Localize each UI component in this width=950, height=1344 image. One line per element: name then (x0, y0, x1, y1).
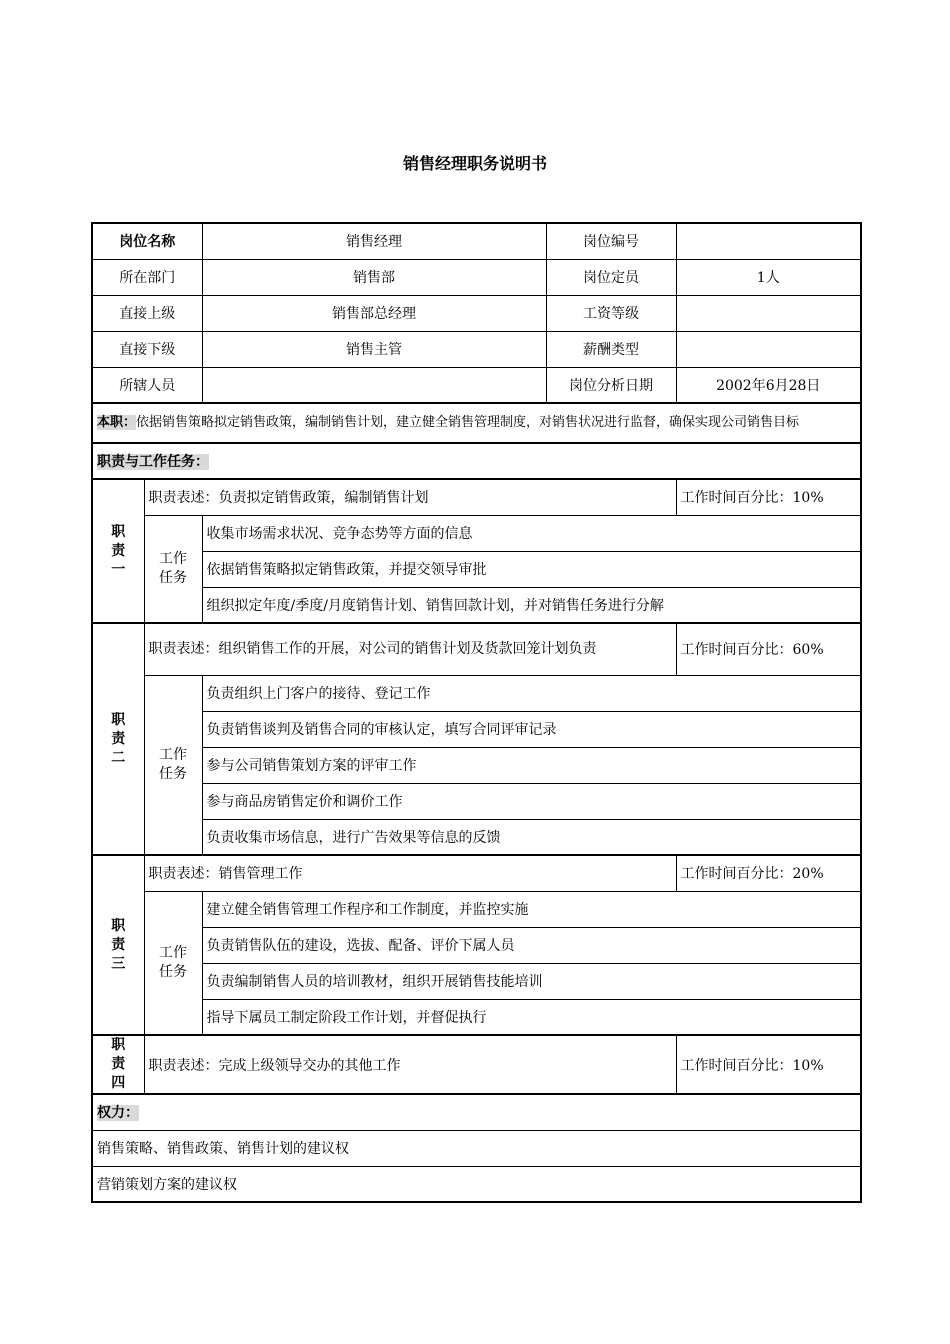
duty-1-task-2: 依据销售策略拟定销售政策，并提交领导审批 (202, 551, 861, 587)
duty-row (92, 1035, 861, 1094)
analysis-date-value: 2002年6月28日 (676, 367, 861, 403)
duty-2-task-4: 参与商品房销售定价和调价工作 (202, 783, 861, 819)
task-row (92, 927, 861, 963)
task-row (92, 891, 861, 927)
superior-label: 直接上级 (92, 295, 202, 331)
headcount-value: 1人 (676, 259, 861, 295)
info-row (92, 331, 861, 367)
summary-cell (92, 403, 861, 443)
duty-4-label: 职 责 四 (92, 1035, 144, 1094)
duty-3-pct: 工作时间百分比：20% (676, 855, 861, 891)
duty-3-desc: 职责表述：销售管理工作 (144, 855, 676, 891)
info-row (92, 223, 861, 259)
staff-value (202, 367, 546, 403)
duty-row (92, 623, 861, 675)
info-row (92, 295, 861, 331)
duty-1-task-3: 组织拟定年度/季度/月度销售计划、销售回款计划，并对销售任务进行分解 (202, 587, 861, 623)
dept-label: 所在部门 (92, 259, 202, 295)
duty-2-task-label: 工作 任务 (144, 675, 202, 855)
duties-heading-cell (92, 443, 861, 479)
grade-value (676, 295, 861, 331)
task-row (92, 819, 861, 855)
authority-row (92, 1130, 861, 1166)
summary-row (92, 403, 861, 443)
headcount-label: 岗位定员 (546, 259, 676, 295)
task-row (92, 515, 861, 551)
authority-item-1: 销售策略、销售政策、销售计划的建议权 (92, 1130, 861, 1166)
duty-1-task-label: 工作 任务 (144, 515, 202, 623)
pay-type-value (676, 331, 861, 367)
duty-4-desc: 职责表述：完成上级领导交办的其他工作 (144, 1035, 676, 1094)
duty-3-task-4: 指导下属员工制定阶段工作计划，并督促执行 (202, 999, 861, 1035)
duty-2-pct: 工作时间百分比：60% (676, 623, 861, 675)
duty-1-desc: 职责表述：负责拟定销售政策，编制销售计划 (144, 479, 676, 515)
duty-row (92, 479, 861, 515)
duty-2-label: 职 责 二 (92, 623, 144, 855)
duty-1-pct: 工作时间百分比：10% (676, 479, 861, 515)
duty-2-task-3: 参与公司销售策划方案的评审工作 (202, 747, 861, 783)
pay-type-label: 薪酬类型 (546, 331, 676, 367)
duty-2-desc: 职责表述：组织销售工作的开展，对公司的销售计划及货款回笼计划负责 (144, 623, 676, 675)
summary-text: 依据销售策略拟定销售政策，编制销售计划，建立健全销售管理制度，对销售状况进行监督，确保实现公司销售目标 (136, 415, 800, 430)
job-no-value (676, 223, 861, 259)
analysis-date-label: 岗位分析日期 (546, 367, 676, 403)
job-name-value: 销售经理 (202, 223, 546, 259)
superior-value: 销售部总经理 (202, 295, 546, 331)
duty-row (92, 855, 861, 891)
info-row (92, 367, 861, 403)
authority-heading: 权力： (97, 1105, 139, 1122)
duty-1-task-1: 收集市场需求状况、竞争态势等方面的信息 (202, 515, 861, 551)
task-row (92, 747, 861, 783)
info-row (92, 259, 861, 295)
authority-heading-row (92, 1094, 861, 1130)
task-row (92, 675, 861, 711)
dept-value: 销售部 (202, 259, 546, 295)
staff-label: 所辖人员 (92, 367, 202, 403)
document-title: 销售经理职务说明书 (402, 154, 547, 173)
job-no-label: 岗位编号 (546, 223, 676, 259)
task-row (92, 963, 861, 999)
task-row (92, 783, 861, 819)
subordinate-value: 销售主管 (202, 331, 546, 367)
summary-label: 本职： (97, 415, 137, 430)
duty-3-task-1: 建立健全销售管理工作程序和工作制度，并监控实施 (202, 891, 861, 927)
authority-row (92, 1166, 861, 1202)
task-row (92, 711, 861, 747)
duty-3-task-label: 工作 任务 (144, 891, 202, 1035)
task-row (92, 999, 861, 1035)
duty-3-label: 职 责 三 (92, 855, 144, 1035)
duty-3-task-2: 负责销售队伍的建设，选拔、配备、评价下属人员 (202, 927, 861, 963)
job-name-label: 岗位名称 (92, 223, 202, 259)
duty-2-task-5: 负责收集市场信息，进行广告效果等信息的反馈 (202, 819, 861, 855)
task-row (92, 551, 861, 587)
duty-4-pct: 工作时间百分比：10% (676, 1035, 861, 1094)
duty-2-task-2: 负责销售谈判及销售合同的审核认定，填写合同评审记录 (202, 711, 861, 747)
duties-heading-row (92, 443, 861, 479)
duty-1-label: 职 责 一 (92, 479, 144, 623)
duty-3-task-3: 负责编制销售人员的培训教材，组织开展销售技能培训 (202, 963, 861, 999)
subordinate-label: 直接下级 (92, 331, 202, 367)
duty-2-task-1: 负责组织上门客户的接待、登记工作 (202, 675, 861, 711)
job-description-table (91, 222, 862, 1203)
task-row (92, 587, 861, 623)
authority-heading-cell (92, 1094, 861, 1130)
authority-item-2: 营销策划方案的建议权 (92, 1166, 861, 1202)
grade-label: 工资等级 (546, 295, 676, 331)
duties-heading: 职责与工作任务： (97, 454, 209, 470)
